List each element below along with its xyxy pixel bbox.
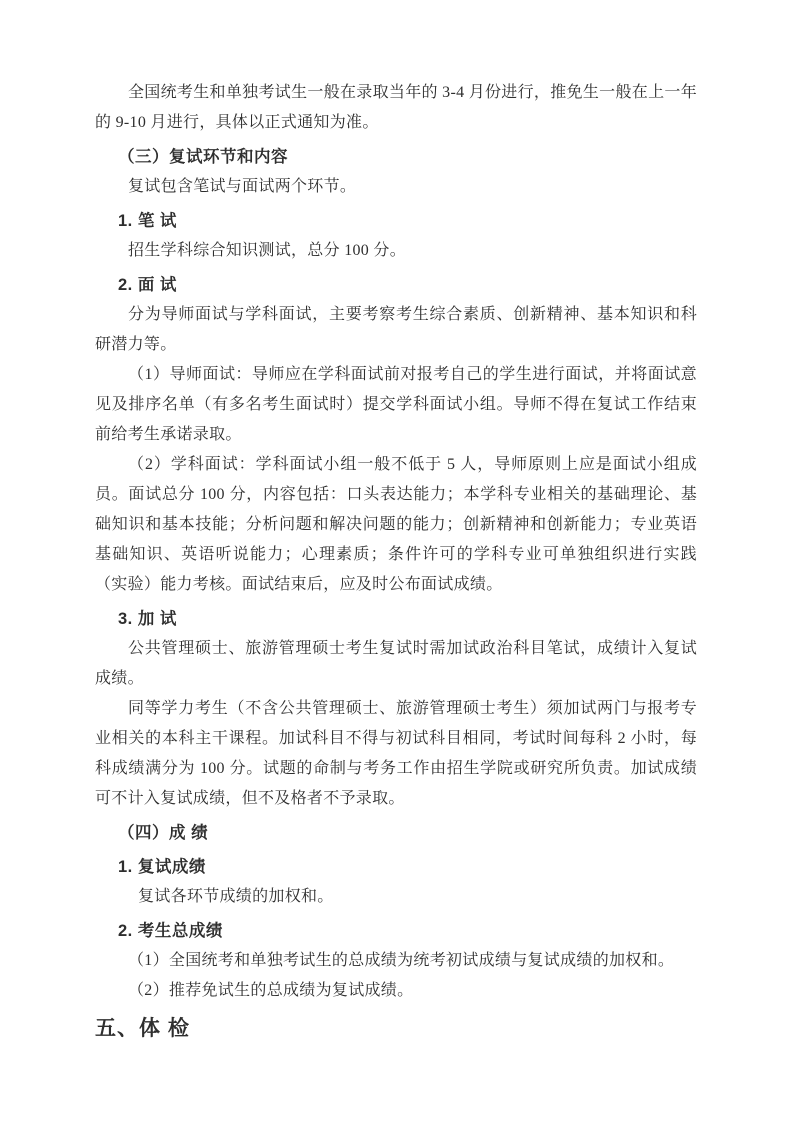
paragraph-interview-overview: 分为导师面试与学科面试，主要考察考生综合素质、创新精神、基本知识和科研潜力等。 [95,306,697,353]
paragraph-total-score-exempt: （2）推荐免试生的总成绩为复试成绩。 [128,982,414,999]
paragraph-retest-components: 复试包含笔试与面试两个环节。 [128,178,357,195]
paragraph-total-score-unified: （1）全国统考和单独考试生的总成绩为统考初试成绩与复试成绩的加权和。 [128,952,675,969]
paragraph-discipline-interview: （2）学科面试：学科面试小组一般不低于 5 人，导师原则上应是面试小组成员。面试总分 100 分，内容包括：口头表达能力；本学科专业相关的基础理论、基础知识和基本技能；分析问题和解决问题的能力；创新精神和创新能力；专业英语基础知识、英语听说能力；心理素质；条件许可的学科专业可单独组织进行实践（实验）能力考核。面试结束后，应及时公布面试成绩。 [95,456,697,593]
heading-1-retest-score: 1. 复试成绩 [118,858,206,876]
heading-1-written-test: 1. 笔 试 [118,212,177,230]
heading-3-additional-test: 3. 加 试 [118,610,177,628]
heading-section-5-physical-exam: 五、体 检 [95,1017,190,1040]
heading-section-3-retest-content: （三）复试环节和内容 [118,148,288,166]
heading-section-4-scores: （四）成 绩 [118,824,209,842]
heading-2-interview: 2. 面 试 [118,276,177,294]
paragraph-written-test-detail: 招生学科综合知识测试，总分 100 分。 [128,242,407,259]
paragraph-mpa-politics-test: 公共管理硕士、旅游管理硕士考生复试时需加试政治科目笔试，成绩计入复试成绩。 [95,640,697,687]
paragraph-equivalent-level-test: 同等学力考生（不含公共管理硕士、旅游管理硕士考生）须加试两门与报考专业相关的本科主干课程。加试科目不得与初试科目相同，考试时间每科 2 小时，每科成绩满分为 100 分。试题的命制与考务工作由招生学院或研究所负责。加试成绩可不计入复试成绩，但不及格者不予录取。 [95,700,697,807]
paragraph-supervisor-interview: （1）导师面试：导师应在学科面试前对报考自己的学生进行面试，并将面试意见及排序名单（有多名考生面试时）提交学科面试小组。导师不得在复试工作结束前给考生承诺录取。 [95,366,697,443]
paragraph-retest-score-detail: 复试各环节成绩的加权和。 [138,888,334,905]
heading-2-total-score: 2. 考生总成绩 [118,922,223,940]
paragraph-exam-timing: 全国统考生和单独考试生一般在录取当年的 3-4 月份进行，推免生一般在上一年的 9-10 月进行，具体以正式通知为准。 [95,84,697,131]
